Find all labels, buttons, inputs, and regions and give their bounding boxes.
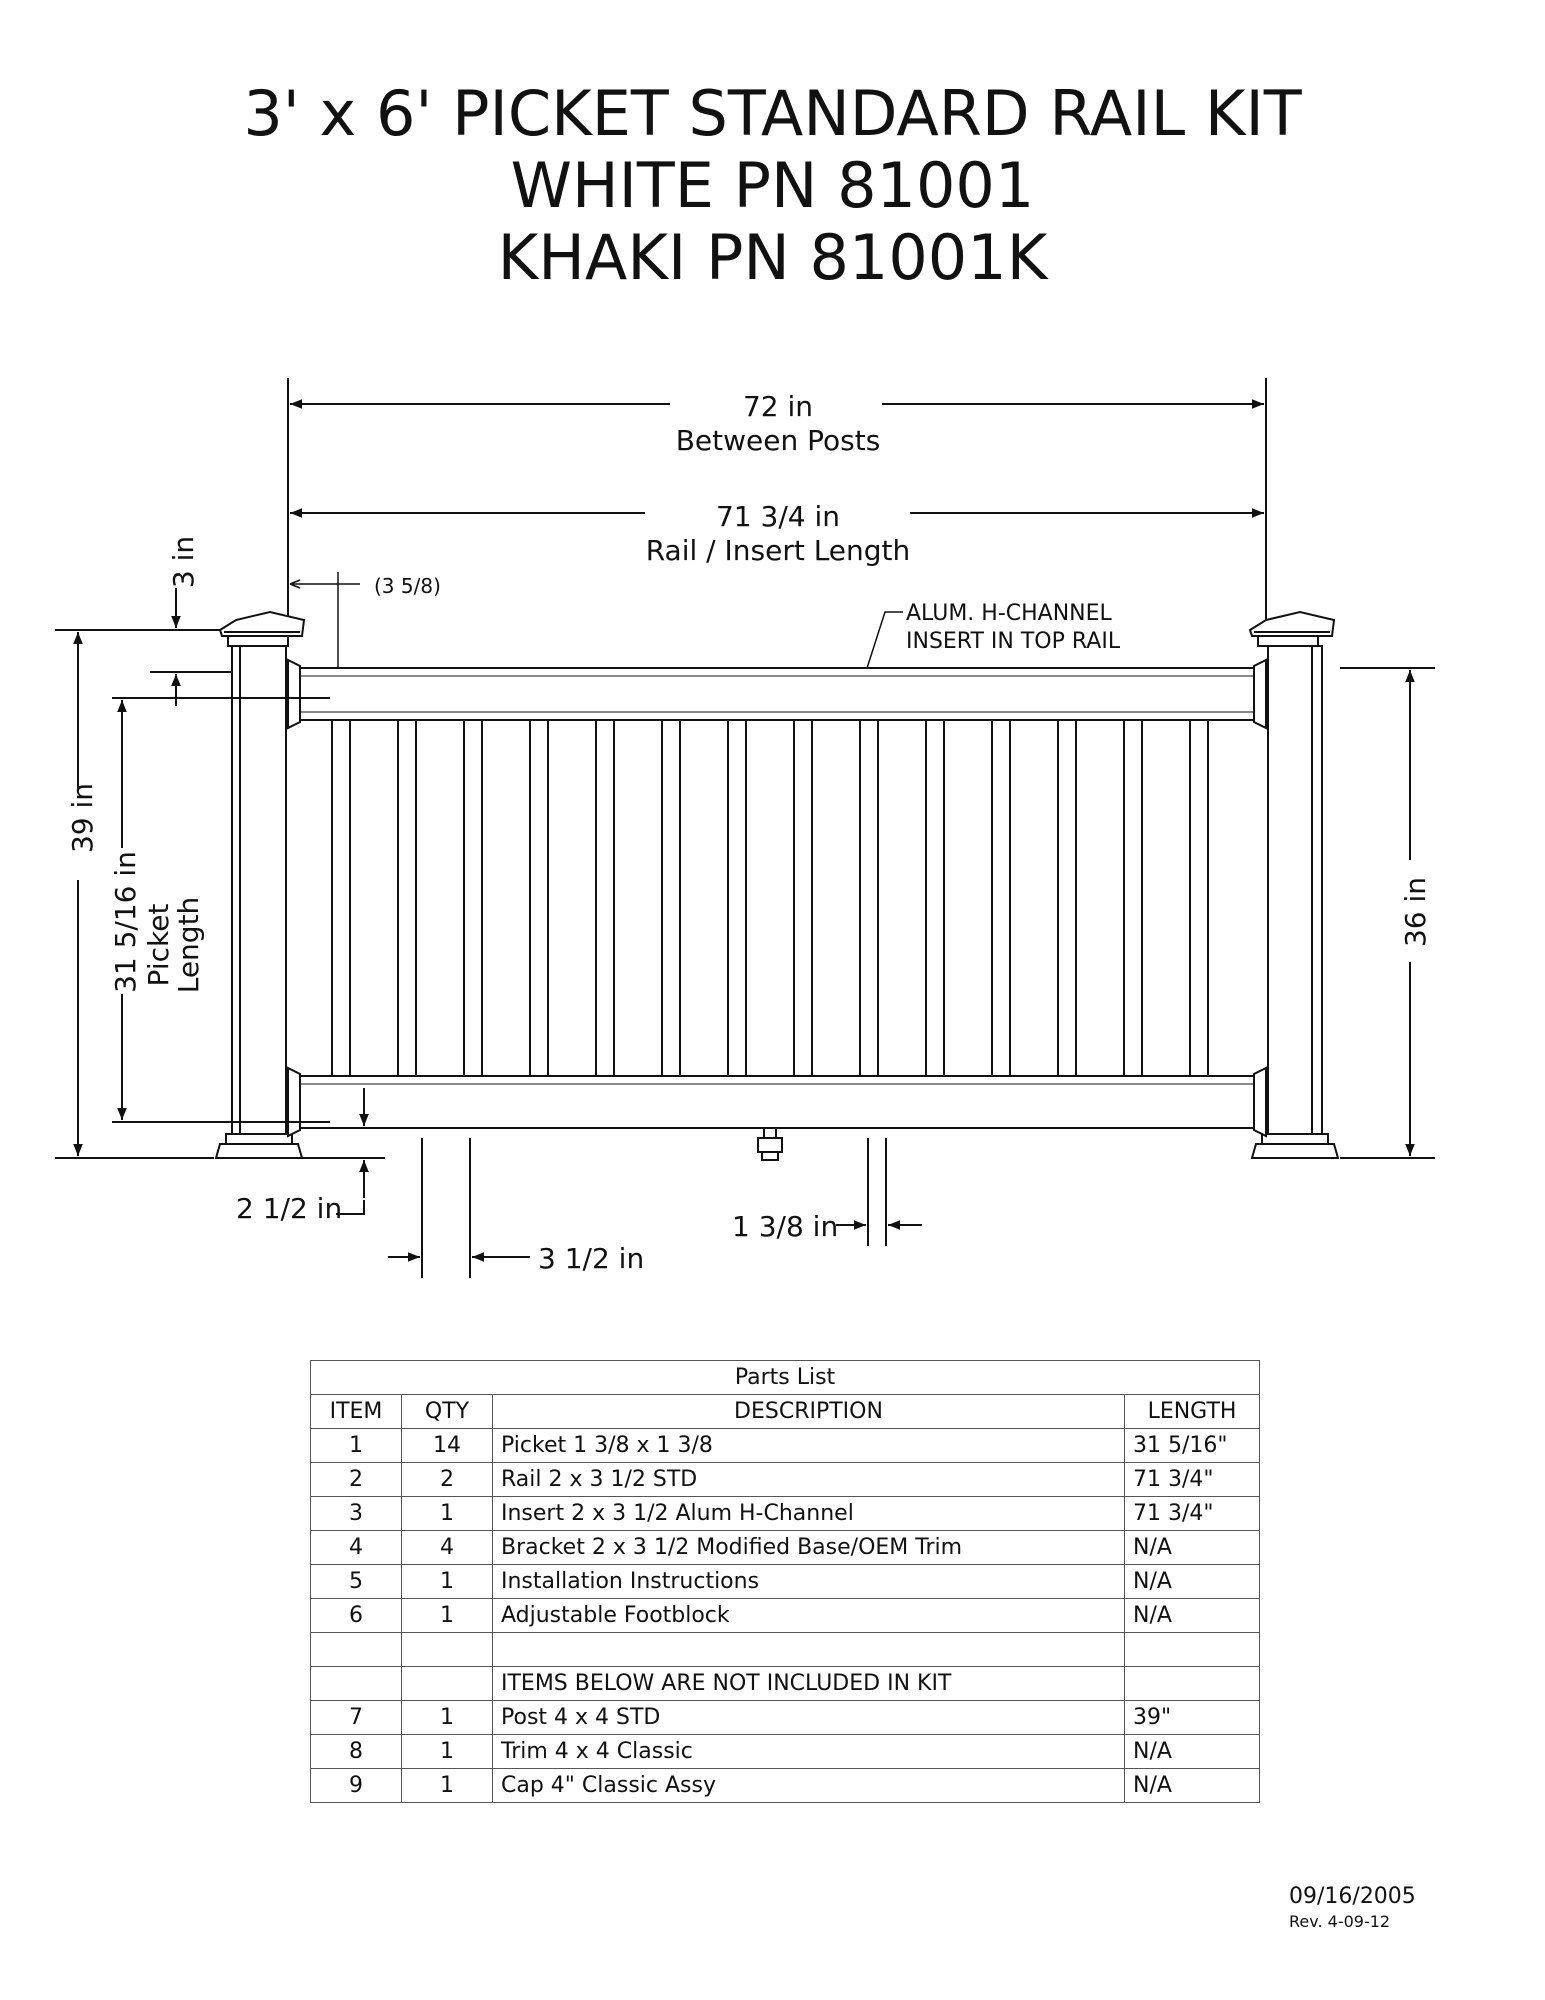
picket-length-label-1: Picket [142,903,175,987]
cell-length: 71 3/4" [1125,1497,1260,1531]
adjustable-footblock [758,1128,782,1160]
table-row [311,1633,1260,1667]
cell-length: N/A [1125,1735,1260,1769]
page-title: 3' x 6' PICKET STANDARD RAIL KIT [243,77,1302,150]
picket [1058,720,1076,1076]
between-posts-value: 72 in [742,390,814,423]
cell-description: Adjustable Footblock [493,1599,1125,1633]
bracket-offset-label: (3 5/8) [374,574,441,598]
cell-qty [402,1667,493,1701]
table-row [311,1735,1260,1769]
cell-qty: 1 [402,1599,493,1633]
parts-list-header-row [311,1395,1260,1429]
drawing-date: 09/16/2005 [1289,1884,1416,1909]
picket [728,720,746,1076]
cell-length: 71 3/4" [1125,1463,1260,1497]
picket [1124,720,1142,1076]
picket [332,720,350,1076]
header-description: DESCRIPTION [493,1395,1125,1429]
picket-spacing-label: 3 1/2 in [538,1242,645,1275]
cell-length [1125,1667,1260,1701]
top-rail [300,668,1254,720]
cell-description: Cap 4" Classic Assy [493,1769,1125,1803]
cell-item: 9 [311,1769,402,1803]
picket [662,720,680,1076]
picket [860,720,878,1076]
cell-item: 6 [311,1599,402,1633]
cell-description: Insert 2 x 3 1/2 Alum H-Channel [493,1497,1125,1531]
table-row [311,1497,1260,1531]
dim-picket-width [836,1138,922,1246]
parts-list-caption: Parts List [311,1361,1260,1395]
table-row [311,1531,1260,1565]
cell-qty: 14 [402,1429,493,1463]
brackets [288,660,1266,1136]
cell-qty: 1 [402,1769,493,1803]
cell-qty: 2 [402,1463,493,1497]
cell-qty: 4 [402,1531,493,1565]
rail-length-value: 71 3/4 in [715,500,841,533]
cell-description: Picket 1 3/8 x 1 3/8 [493,1429,1125,1463]
dim-picket-spacing [388,1138,530,1278]
cell-length: N/A [1125,1599,1260,1633]
cell-item: 7 [311,1701,402,1735]
cell-description: Bracket 2 x 3 1/2 Modified Base/OEM Trim [493,1531,1125,1565]
rail-height-label: 36 in [1399,876,1432,948]
header-qty: QTY [402,1395,493,1429]
cell-qty: 1 [402,1565,493,1599]
picket [464,720,482,1076]
picket [398,720,416,1076]
picket [596,720,614,1076]
parts-list-table [310,1360,1260,1803]
rail-length-label: Rail / Insert Length [645,534,911,567]
picket-length-value: 31 5/16 in [109,851,142,993]
cell-qty: 1 [402,1497,493,1531]
picket [992,720,1010,1076]
cell-item [311,1667,402,1701]
cell-description: ITEMS BELOW ARE NOT INCLUDED IN KIT [493,1667,1125,1701]
cell-length: 39" [1125,1701,1260,1735]
cell-length: 31 5/16" [1125,1429,1260,1463]
picket-width-label: 1 3/8 in [732,1210,839,1243]
h-channel-label-2: INSERT IN TOP RAIL [906,629,1121,654]
parts-list-caption-row [311,1361,1260,1395]
picket [794,720,812,1076]
cell-length: N/A [1125,1769,1260,1803]
between-posts-label: Between Posts [675,424,881,457]
white-part-number: WHITE PN 81001 [510,149,1035,222]
cell-qty: 1 [402,1735,493,1769]
table-row [311,1599,1260,1633]
khaki-part-number: KHAKI PN 81001K [497,221,1048,294]
h-channel-label-1: ALUM. H-CHANNEL [906,601,1112,626]
cell-item: 8 [311,1735,402,1769]
table-row [311,1463,1260,1497]
table-row [311,1769,1260,1803]
cell-description: Rail 2 x 3 1/2 STD [493,1463,1125,1497]
bottom-gap-label: 2 1/2 in [236,1192,343,1225]
cell-length: N/A [1125,1531,1260,1565]
cell-description [493,1633,1125,1667]
cell-qty: 1 [402,1701,493,1735]
overall-height-label: 39 in [66,782,99,854]
cell-description: Trim 4 x 4 Classic [493,1735,1125,1769]
picket [926,720,944,1076]
table-row [311,1701,1260,1735]
cell-length: N/A [1125,1565,1260,1599]
cell-length [1125,1633,1260,1667]
cell-item: 3 [311,1497,402,1531]
parts-list-body [311,1429,1260,1803]
header-item: ITEM [311,1395,402,1429]
table-row [311,1565,1260,1599]
header-length: LENGTH [1125,1395,1260,1429]
cap-offset-label: 3 in [167,535,200,589]
cell-description: Post 4 x 4 STD [493,1701,1125,1735]
cell-item: 2 [311,1463,402,1497]
cell-description: Installation Instructions [493,1565,1125,1599]
pickets [332,720,1208,1076]
table-row [311,1667,1260,1701]
picket [530,720,548,1076]
picket-length-label-2: Length [172,896,205,994]
table-row [311,1429,1260,1463]
picket [1190,720,1208,1076]
cell-item: 4 [311,1531,402,1565]
cell-item [311,1633,402,1667]
cell-item: 5 [311,1565,402,1599]
bottom-rail [300,1076,1254,1128]
cell-item: 1 [311,1429,402,1463]
revision-label: Rev. 4-09-12 [1289,1912,1391,1931]
cell-qty [402,1633,493,1667]
